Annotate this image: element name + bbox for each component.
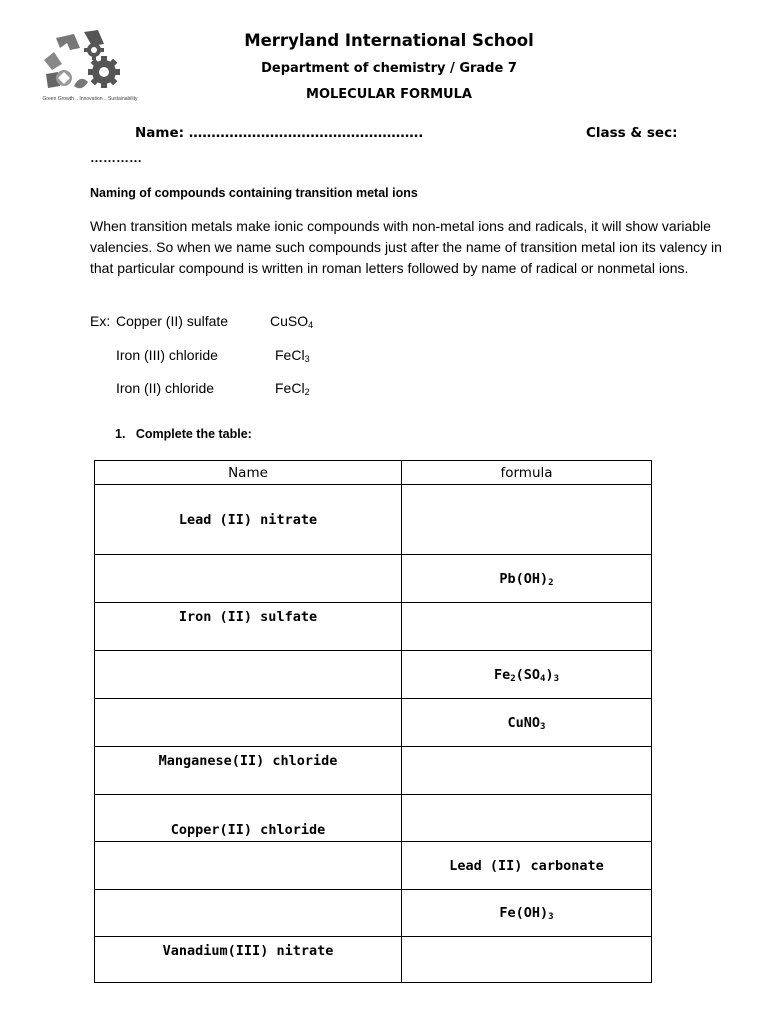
formula-cell[interactable]: $Fe(OH)_3$ bbox=[402, 890, 652, 937]
formula-cell[interactable]: $Fe_2(SO_4)_3$ bbox=[402, 651, 652, 699]
worksheet-title: MOLECULAR FORMULA bbox=[306, 87, 472, 102]
table-row bbox=[95, 555, 652, 603]
name-cell[interactable] bbox=[95, 699, 402, 747]
name-cell[interactable] bbox=[95, 890, 402, 937]
example-name: Iron (III) chloride bbox=[116, 347, 218, 363]
department-title: Department of chemistry / Grade 7 bbox=[261, 61, 517, 76]
intro-paragraph: When transition metals make ionic compounds with non-metal ions and radicals, it will show variable valencies. So when we name such compounds just after the name of transition metal ion its valency in that particular compound is written in roman letters followed by name of radical or nonmetal ions. bbox=[90, 218, 722, 276]
example-formula: FeCl$_2$ bbox=[275, 380, 310, 397]
formula-cell[interactable]: CuNO$_3$ bbox=[402, 699, 652, 747]
name-cell[interactable]: Lead (II) nitrate bbox=[95, 485, 402, 555]
formula-cell[interactable]: $Pb(OH)_2$ bbox=[402, 555, 652, 603]
table-row bbox=[95, 747, 652, 795]
name-cell[interactable] bbox=[95, 555, 402, 603]
logo-tagline: Green Growth .. Innovation .. Sustainability bbox=[42, 96, 138, 102]
name-cell[interactable]: Vanadium(III) nitrate bbox=[95, 937, 402, 983]
formula-cell[interactable] bbox=[402, 603, 652, 651]
table-row bbox=[95, 937, 652, 983]
column-header-name: Name bbox=[95, 461, 402, 485]
section-heading: Naming of compounds containing transition metal ions bbox=[90, 186, 418, 200]
table-row bbox=[95, 485, 652, 555]
table-row bbox=[95, 603, 652, 651]
table-row bbox=[95, 651, 652, 699]
task-instruction: 1. Complete the table: bbox=[115, 427, 252, 441]
name-cell[interactable]: Manganese(II) chloride bbox=[95, 747, 402, 795]
formula-cell[interactable] bbox=[402, 937, 652, 983]
table-row bbox=[95, 890, 652, 937]
table-row bbox=[95, 699, 652, 747]
table-row bbox=[95, 842, 652, 890]
example-name: Iron (II) chloride bbox=[116, 380, 215, 396]
formula-cell[interactable]: Lead (II) carbonate bbox=[402, 842, 652, 890]
formula-cell[interactable] bbox=[402, 747, 652, 795]
example-formula: CuSO$_4$ bbox=[270, 313, 314, 330]
name-cell[interactable] bbox=[95, 842, 402, 890]
name-field: Name: ……………………………………………. bbox=[135, 125, 424, 141]
answer-table bbox=[94, 460, 652, 983]
name-cell[interactable] bbox=[95, 651, 402, 699]
school-name: Merryland International School bbox=[244, 31, 534, 50]
name-cell[interactable]: Copper(II) chloride bbox=[95, 795, 402, 842]
column-header-formula: formula bbox=[402, 461, 652, 485]
class-sec-blank: ………… bbox=[90, 150, 142, 165]
formula-cell[interactable] bbox=[402, 485, 652, 555]
formula-cell[interactable] bbox=[402, 795, 652, 842]
table-row bbox=[95, 795, 652, 842]
example-prefix: Ex: bbox=[90, 313, 111, 329]
name-cell[interactable]: Iron (II) sulfate bbox=[95, 603, 402, 651]
example-formula: FeCl$_3$ bbox=[275, 347, 310, 364]
example-name: Copper (II) sulfate bbox=[116, 313, 229, 329]
table-header-row bbox=[95, 461, 652, 485]
class-sec-label: Class & sec: bbox=[586, 125, 678, 141]
